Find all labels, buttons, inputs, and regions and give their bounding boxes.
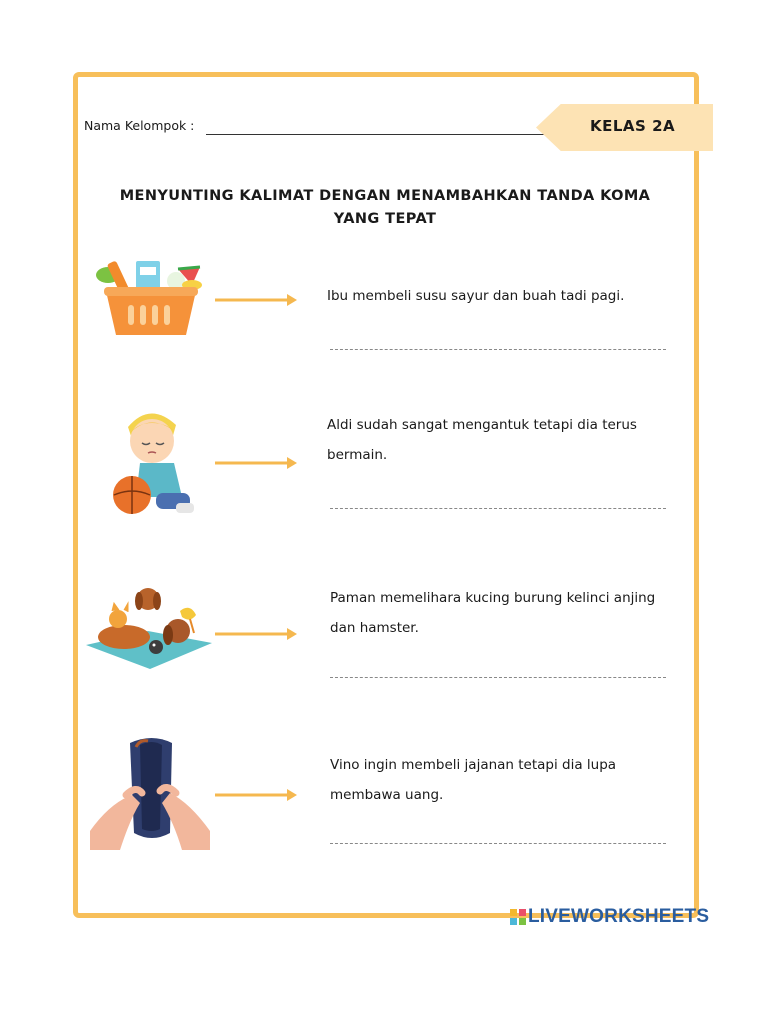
arrow-icon xyxy=(213,455,299,471)
title-line-2: YANG TEPAT xyxy=(333,211,437,227)
brand-mark-icon xyxy=(510,909,526,925)
question-3-text: Paman memelihara kucing burung kelinci anjing dan hamster. xyxy=(330,590,656,636)
sleepy-boy-icon xyxy=(110,405,205,520)
arrow-icon xyxy=(213,626,299,642)
title-line-1: MENYUNTING KALIMAT DENGAN MENAMBAHKAN TANDA KOMA xyxy=(119,188,651,204)
brand-name: LIVEWORKSHEETS xyxy=(528,906,710,927)
liveworksheets-logo xyxy=(510,906,709,928)
group-name-field[interactable] xyxy=(206,134,546,135)
answer-line-3[interactable] xyxy=(330,677,666,678)
empty-wallet-icon xyxy=(90,733,210,850)
arrow-icon xyxy=(213,292,299,308)
question-4-text: Vino ingin membeli jajanan tetapi dia lupa membawa uang. xyxy=(330,757,617,803)
answer-line-1[interactable] xyxy=(330,349,666,350)
fruit-basket-icon xyxy=(88,255,213,340)
group-name-label: Nama Kelompok : xyxy=(84,118,195,133)
arrow-icon xyxy=(213,787,299,803)
question-2-text: Aldi sudah sangat mengantuk tetapi dia terus bermain. xyxy=(327,417,637,463)
class-badge-label: KELAS 2A xyxy=(590,117,676,135)
answer-line-2[interactable] xyxy=(330,508,666,509)
answer-line-4[interactable] xyxy=(330,843,666,844)
worksheet-title xyxy=(90,185,680,231)
question-1-text: Ibu membeli susu sayur dan buah tadi pagi. xyxy=(327,288,625,304)
pets-icon xyxy=(84,585,214,673)
